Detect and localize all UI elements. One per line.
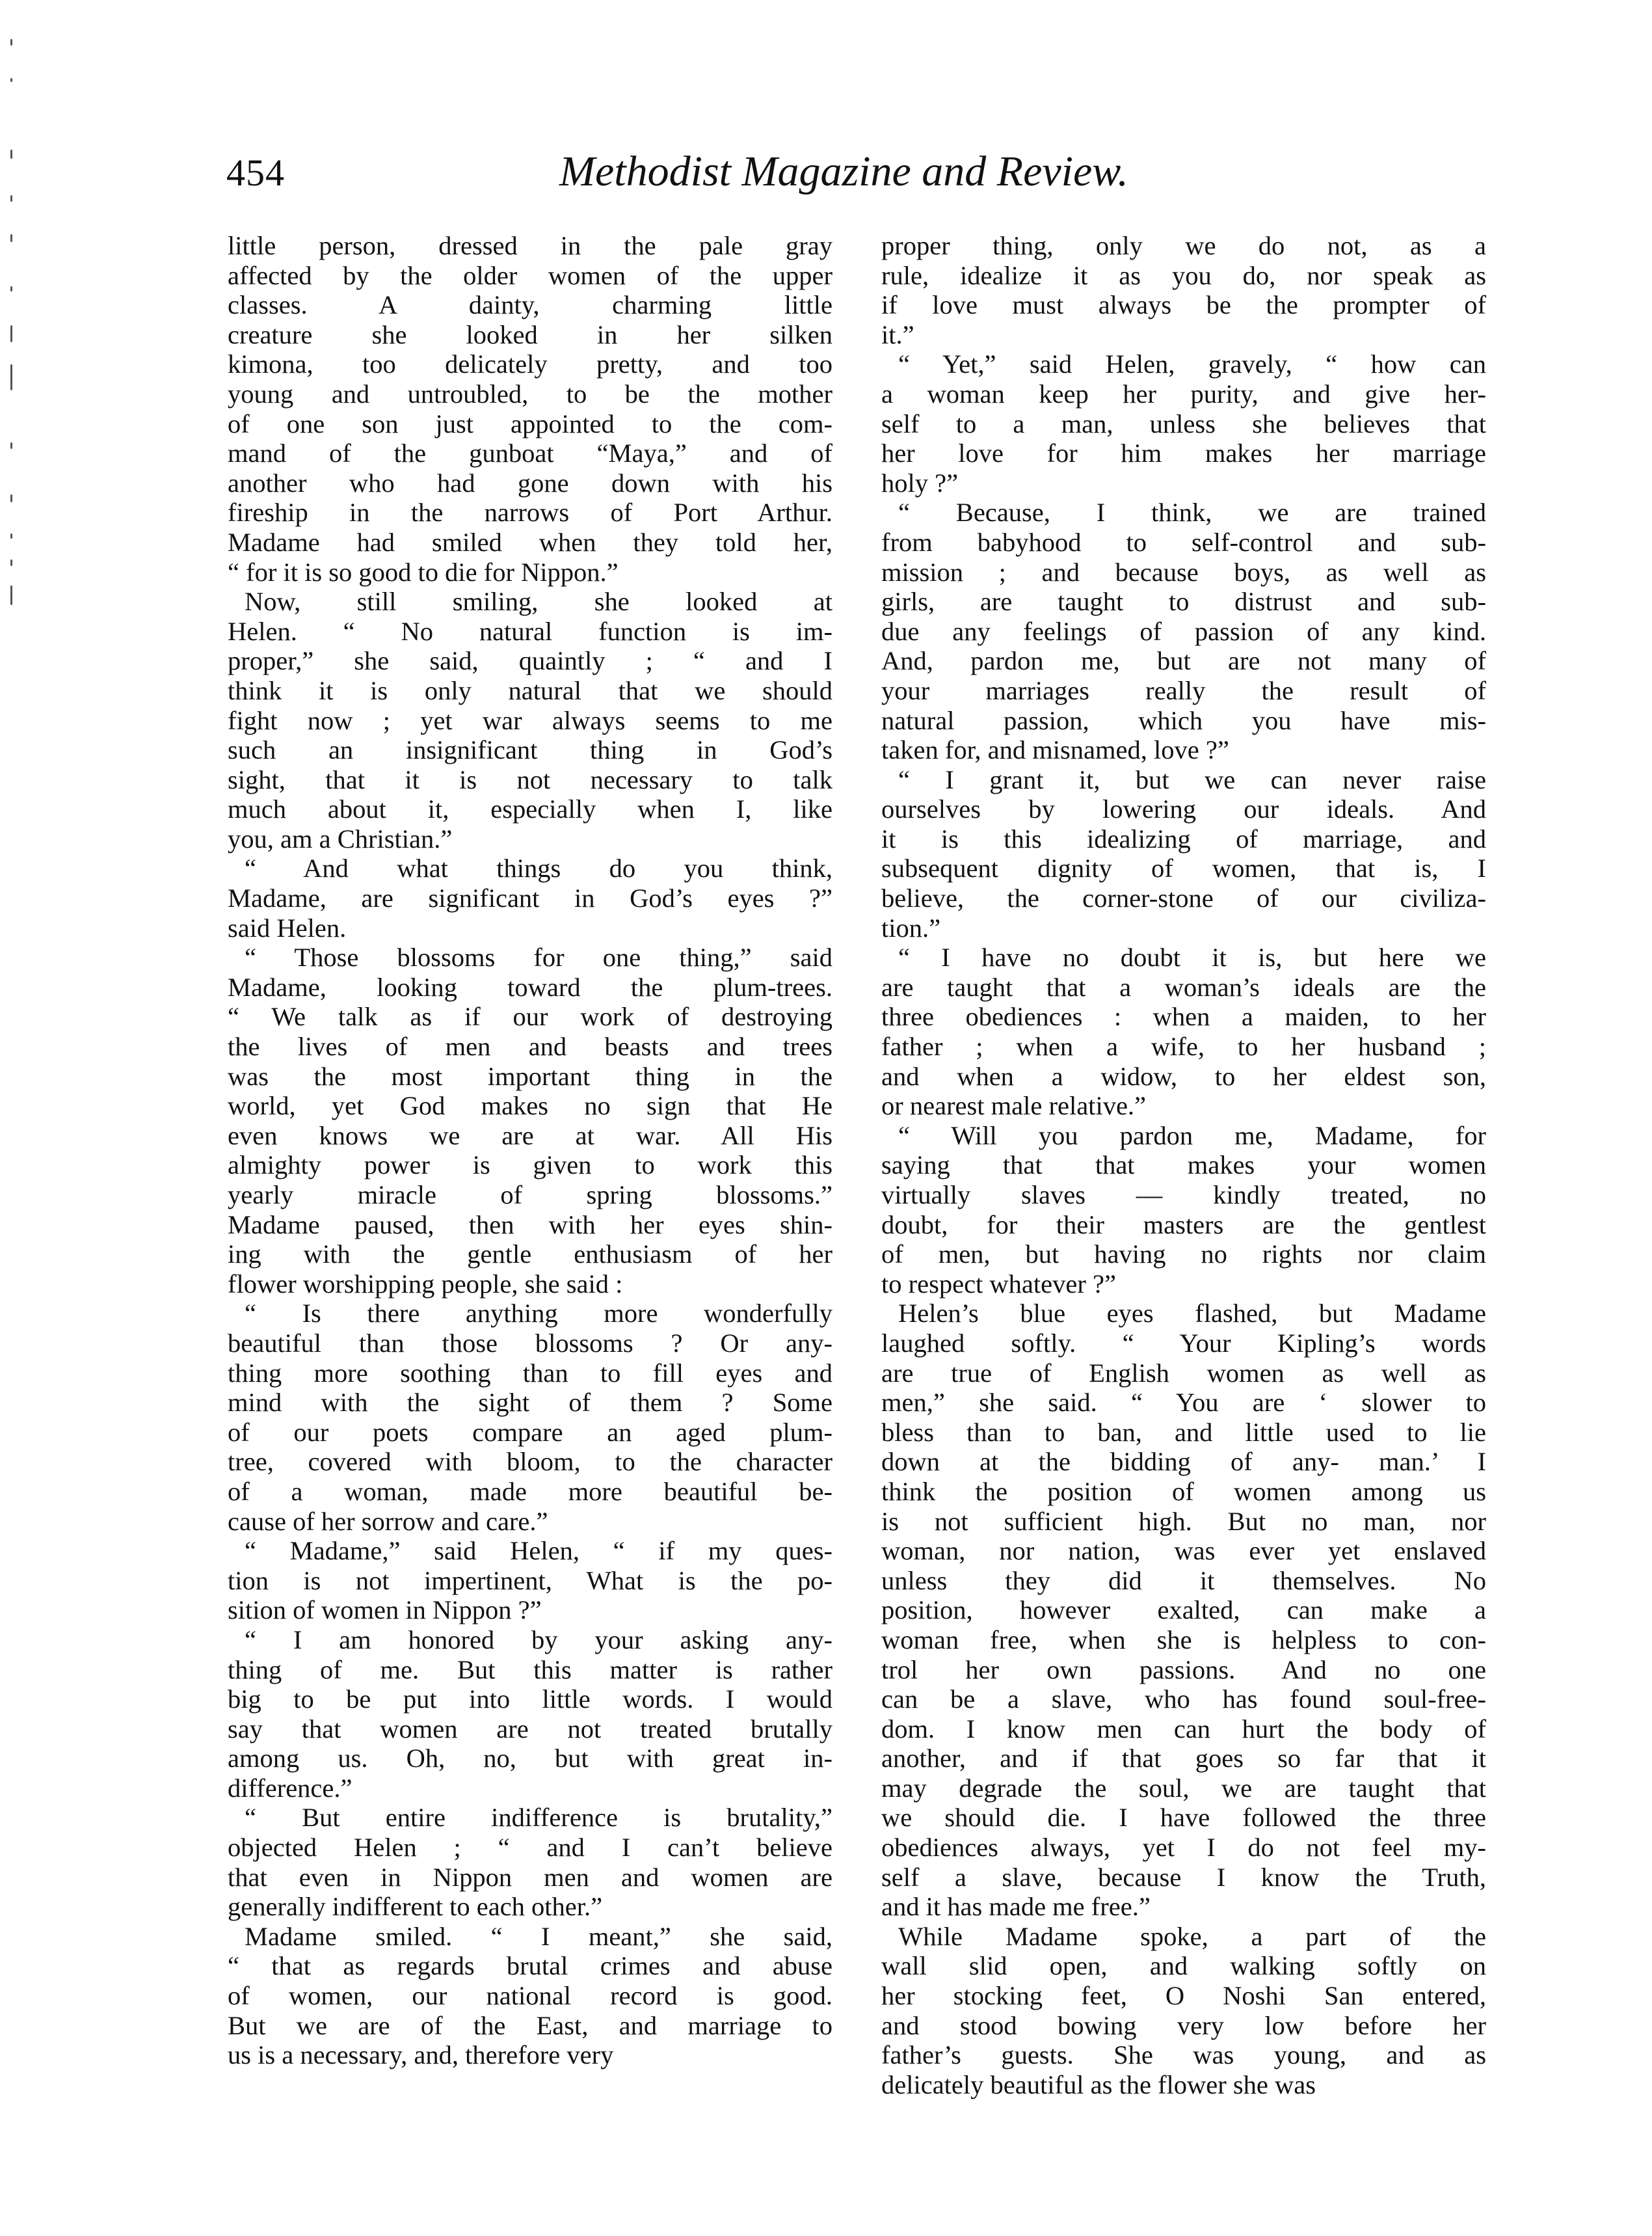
text-line: unless they did it themselves. No <box>881 1565 1486 1595</box>
text-line: beautiful than those blossoms ? Or any- <box>228 1328 833 1358</box>
text-line: another who had gone down with his <box>228 468 833 498</box>
text-line: Helen’s blue eyes flashed, but Madame <box>898 1299 1486 1328</box>
text-line: men,” she said. “ You are ‘ slower to <box>881 1388 1486 1418</box>
text-line: self a slave, because I know the Truth, <box>881 1862 1486 1892</box>
text-line: from babyhood to self-control and sub- <box>881 527 1486 557</box>
paragraph <box>228 854 833 943</box>
text-line: difference.” <box>228 1773 353 1803</box>
text-line: creature she looked in her silken <box>228 319 833 349</box>
text-line: trol her own passions. And no one <box>881 1654 1486 1684</box>
text-line: it.” <box>881 319 914 349</box>
text-line: While Madame spoke, a part of the <box>898 1921 1486 1951</box>
text-line: we should die. I have followed the three <box>881 1803 1486 1833</box>
text-line: Madame, are significant in God’s eyes ?” <box>228 883 833 913</box>
text-line: and stood bowing very low before her <box>881 2010 1486 2040</box>
text-line: of women, our national record is good. <box>228 1981 833 2011</box>
text-line: woman, nor nation, was ever yet enslaved <box>881 1536 1486 1566</box>
text-line: mand of the gunboat “Maya,” and of <box>228 438 833 468</box>
paragraph <box>881 1922 1486 2100</box>
text-line: kimona, too delicately pretty, and too <box>228 349 833 379</box>
paragraph <box>228 1625 833 1803</box>
text-line: sight, that it is not necessary to talk <box>228 764 833 794</box>
text-line: you, am a Christian.” <box>228 824 453 854</box>
paragraph <box>881 943 1486 1121</box>
left-column <box>228 231 833 2070</box>
text-line: young and untroubled, to be the mother <box>228 379 833 409</box>
paragraph <box>228 1536 833 1625</box>
text-line: to respect whatever ?” <box>881 1269 1116 1299</box>
text-line: said Helen. <box>228 913 347 943</box>
paragraph <box>881 1299 1486 1921</box>
text-line: tion is not impertinent, What is the po- <box>228 1565 833 1595</box>
text-line: Helen. “ No natural function is im- <box>228 616 833 646</box>
text-line: much about it, especially when I, like <box>228 794 833 824</box>
text-line: think it is only natural that we should <box>228 675 833 705</box>
text-line: among us. Oh, no, but with great in- <box>228 1744 833 1773</box>
paragraph <box>228 1922 833 2070</box>
text-line: are taught that a woman’s ideals are the <box>881 972 1486 1002</box>
text-line: a woman keep her purity, and give her- <box>881 379 1486 409</box>
right-column <box>881 231 1486 2099</box>
text-line: taken for, and misnamed, love ?” <box>881 735 1229 765</box>
text-line: of a woman, made more beautiful be- <box>228 1476 833 1506</box>
text-line: Madame paused, then with her eyes shin- <box>228 1209 833 1239</box>
text-line: down at the bidding of any- man.’ I <box>881 1447 1486 1477</box>
paragraph <box>881 765 1486 943</box>
text-line: doubt, for their masters are the gentlest <box>881 1209 1486 1239</box>
text-line: Madame had smiled when they told her, <box>228 527 833 557</box>
text-line: ing with the gentle enthusiasm of her <box>228 1239 833 1269</box>
text-line: But we are of the East, and marriage to <box>228 2010 833 2040</box>
text-line: objected Helen ; “ and I can’t believe <box>228 1833 833 1863</box>
text-line: Now, still smiling, she looked at <box>245 587 833 617</box>
text-line: of one son just appointed to the com- <box>228 409 833 438</box>
page-number: 454 <box>226 152 285 194</box>
text-line: “ Will you pardon me, Madame, for <box>898 1120 1486 1150</box>
paragraph <box>881 498 1486 764</box>
text-line: her stocking feet, O Noshi San entered, <box>881 1981 1486 2011</box>
text-line: or nearest male relative.” <box>881 1091 1147 1121</box>
paragraph <box>881 349 1486 498</box>
text-line: is not sufficient high. But no man, nor <box>881 1506 1486 1536</box>
text-line: flower worshipping people, she said : <box>228 1269 623 1299</box>
text-line: position, however exalted, can make a <box>881 1595 1486 1625</box>
text-line: ourselves by lowering our ideals. And <box>881 794 1486 824</box>
text-line: natural passion, which you have mis- <box>881 705 1486 735</box>
text-line: “ I am honored by your asking any- <box>245 1624 833 1654</box>
text-line: proper thing, only we do not, as a <box>881 231 1486 260</box>
text-line: are true of English women as well as <box>881 1358 1486 1388</box>
text-line: “ for it is so good to die for Nippon.” <box>228 557 619 587</box>
text-line: almighty power is given to work this <box>228 1150 833 1180</box>
text-line: “ I grant it, but we can never raise <box>898 764 1486 794</box>
text-line: virtually slaves — kindly treated, no <box>881 1180 1486 1209</box>
text-line: mission ; and because boys, as well as <box>881 557 1486 587</box>
text-line: generally indifferent to each other.” <box>228 1892 603 1922</box>
paragraph <box>228 1299 833 1536</box>
text-line: big to be put into little words. I would <box>228 1684 833 1714</box>
paragraph <box>228 1803 833 1921</box>
text-line: little person, dressed in the pale gray <box>228 231 833 260</box>
text-line: three obediences : when a maiden, to her <box>881 1002 1486 1032</box>
text-line: “ I have no doubt it is, but here we <box>898 943 1486 973</box>
text-line: mind with the sight of them ? Some <box>228 1388 833 1418</box>
text-line: saying that that makes your women <box>881 1150 1486 1180</box>
text-line: your marriages really the result of <box>881 675 1486 705</box>
text-line: thing of me. But this matter is rather <box>228 1654 833 1684</box>
text-line: rule, idealize it as you do, nor speak as <box>881 260 1486 290</box>
text-line: tree, covered with bloom, to the character <box>228 1447 833 1477</box>
text-line: her love for him makes her marriage <box>881 438 1486 468</box>
text-line: was the most important thing in the <box>228 1061 833 1091</box>
text-line: say that women are not treated brutally <box>228 1714 833 1744</box>
text-line: if love must always be the prompter of <box>881 290 1486 320</box>
text-line: of men, but having no rights nor claim <box>881 1239 1486 1269</box>
text-line: delicately beautiful as the flower she was <box>881 2069 1316 2099</box>
text-line: another, and if that goes so far that it <box>881 1744 1486 1773</box>
text-line: “ And what things do you think, <box>245 854 833 883</box>
text-line: of our poets compare an aged plum- <box>228 1417 833 1447</box>
text-line: us is a necessary, and, therefore very <box>228 2040 614 2070</box>
text-line: that even in Nippon men and women are <box>228 1862 833 1892</box>
paragraph <box>881 1121 1486 1299</box>
text-line: sition of women in Nippon ?” <box>228 1595 542 1625</box>
margin-scan-marks <box>5 39 25 625</box>
text-line: the lives of men and beasts and trees <box>228 1032 833 1062</box>
text-line: subsequent dignity of women, that is, I <box>881 854 1486 883</box>
text-line: affected by the older women of the upper <box>228 260 833 290</box>
text-line: believe, the corner-stone of our civiliza- <box>881 883 1486 913</box>
text-line: fight now ; yet war always seems to me <box>228 705 833 735</box>
paragraph <box>228 587 833 854</box>
text-line: “ Is there anything more wonderfully <box>245 1299 833 1328</box>
text-line: wall slid open, and walking softly on <box>881 1951 1486 1981</box>
text-line: such an insignificant thing in God’s <box>228 735 833 765</box>
text-line: may degrade the soul, we are taught that <box>881 1773 1486 1803</box>
text-line: due any feelings of passion of any kind. <box>881 616 1486 646</box>
text-line: cause of her sorrow and care.” <box>228 1506 548 1536</box>
paragraph <box>228 231 833 587</box>
text-line: Madame, looking toward the plum-trees. <box>228 972 833 1002</box>
text-line: and when a widow, to her eldest son, <box>881 1061 1486 1091</box>
text-line: father ; when a wife, to her husband ; <box>881 1032 1486 1062</box>
text-line: thing more soothing than to fill eyes and <box>228 1358 833 1388</box>
text-line: it is this idealizing of marriage, and <box>881 824 1486 854</box>
text-line: yearly miracle of spring blossoms.” <box>228 1180 833 1209</box>
text-line: “ But entire indifference is brutality,” <box>245 1803 833 1833</box>
text-line: bless than to ban, and little used to lie <box>881 1417 1486 1447</box>
text-line: even knows we are at war. All His <box>228 1120 833 1150</box>
text-line: dom. I know men can hurt the body of <box>881 1714 1486 1744</box>
text-line: tion.” <box>881 913 941 943</box>
text-line: holy ?” <box>881 468 959 498</box>
text-line: Madame smiled. “ I meant,” she said, <box>245 1921 833 1951</box>
text-line: “ that as regards brutal crimes and abuse <box>228 1951 833 1981</box>
text-line: self to a man, unless she believes that <box>881 409 1486 438</box>
text-line: father’s guests. She was young, and as <box>881 2040 1486 2070</box>
text-line: think the position of women among us <box>881 1476 1486 1506</box>
text-line: “ Because, I think, we are trained <box>898 498 1486 528</box>
paragraph <box>881 231 1486 349</box>
text-line: world, yet God makes no sign that He <box>228 1091 833 1121</box>
text-line: woman free, when she is helpless to con- <box>881 1624 1486 1654</box>
text-line: “ Those blossoms for one thing,” said <box>245 943 833 973</box>
text-line: laughed softly. “ Your Kipling’s words <box>881 1328 1486 1358</box>
paragraph <box>228 943 833 1299</box>
text-line: classes. A dainty, charming little <box>228 290 833 320</box>
text-line: and it has made me free.” <box>881 1892 1151 1922</box>
text-line: obediences always, yet I do not feel my- <box>881 1833 1486 1863</box>
text-line: “ Madame,” said Helen, “ if my ques- <box>245 1536 833 1566</box>
text-line: fireship in the narrows of Port Arthur. <box>228 498 833 528</box>
text-line: can be a slave, who has found soul-free- <box>881 1684 1486 1714</box>
text-line: And, pardon me, but are not many of <box>881 646 1486 676</box>
text-line: “ Yet,” said Helen, gravely, “ how can <box>898 349 1486 379</box>
text-line: girls, are taught to distrust and sub- <box>881 587 1486 617</box>
running-title: Methodist Magazine and Review. <box>559 148 1128 195</box>
text-line: “ We talk as if our work of destroying <box>228 1002 833 1032</box>
text-line: proper,” she said, quaintly ; “ and I <box>228 646 833 676</box>
